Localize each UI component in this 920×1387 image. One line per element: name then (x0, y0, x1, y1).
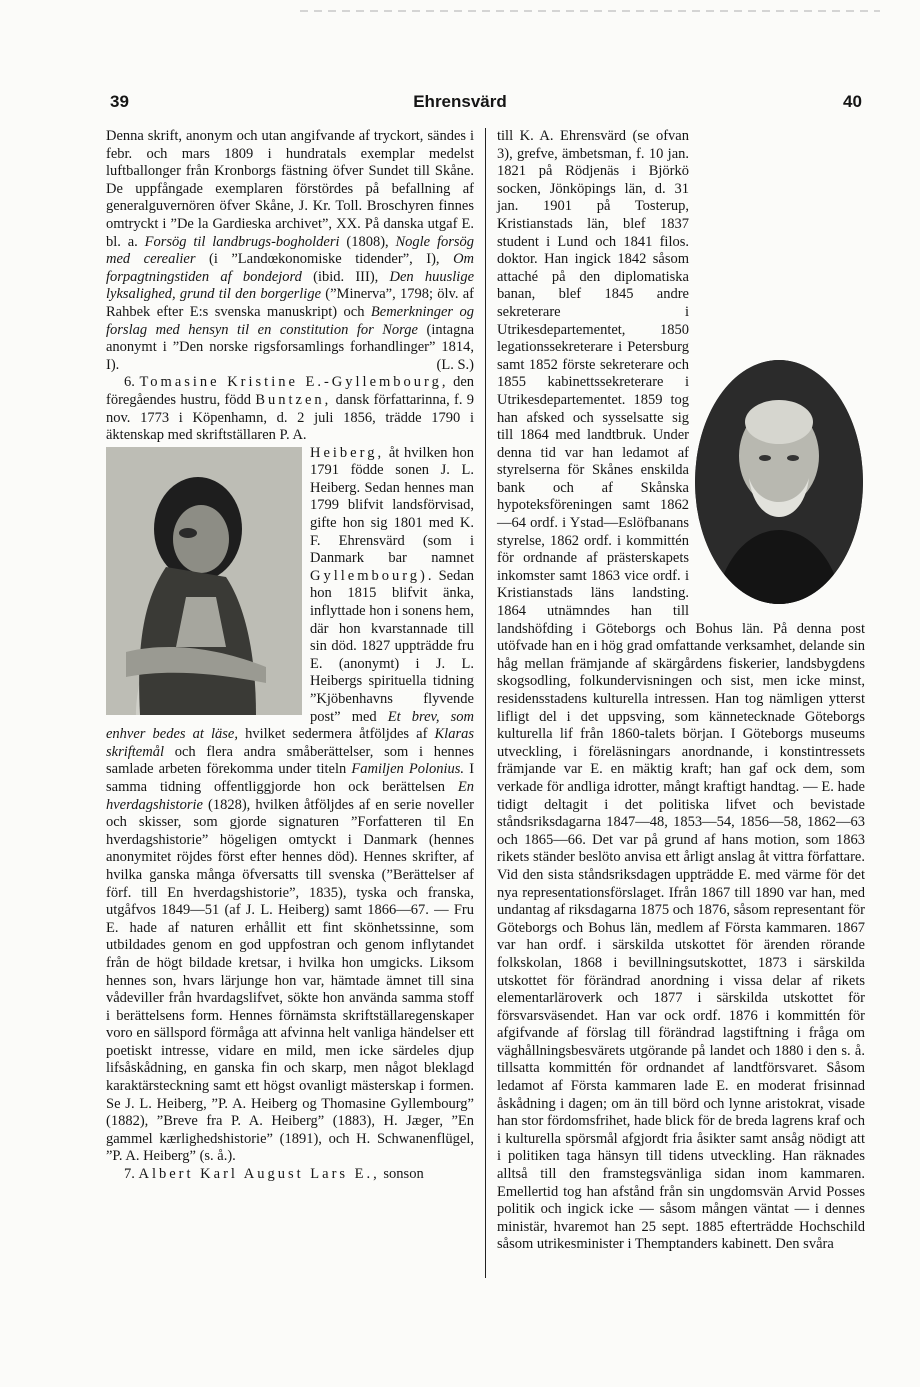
paragraph-continuation: Denna skrift, anonym och utan angifvande af tryckort, sändes i febr. och mars 1809 i hundratals exemplar medelst luftballonger från Kronborgs fästning öfver Sundet till Skåne. De uppfångade exemplaren förstördes på befallning af generalguvernören öfver Skåne, J. Kr. Toll. Broschyren finnes omtryckt i ”De la Gardieska archivet”, XX. På danska utgaf E. bl. a. Forsög til landbrugs-bogholderi (1808), Nogle forsög med cerealier (i ”Landœkonomiske tidender”, I), Om forpagtningstiden af bondejord (ibid. III), Den huuslige lyksalighed, grund til den borgerlige (”Minerva”, 1798; ölv. af Rahbek efter E:s svenska manuskript) och Bemerkninger og forslag med hensyn til en constitution for Norge (intagna anonymt i ”Den norske rigsforsamlings forhandlinger” 1814, I). (L. S.) (106, 128, 475, 373)
entry-6: 6. Tomasine Kristine E.-Gyllembourg, den föregåendes hustru, född Buntzen, dansk författarinna, f. 9 nov. 1773 i Köpenhamn, d. 2 juli 1856, trädde 1790 i äktenskap med skriftställaren P. A. (106, 374, 475, 444)
entry-7-name: Albert Karl August Lars E., (138, 1166, 380, 1183)
entry-7-continuation: till K. A. Ehrensvärd (se ofvan 3), grefve, ämbetsman, f. 10 jan. 1821 på Rödjenäs i Björkö socken, Jönköpings län, d. 31 jan. 1901 på Tosterup, Kristianstads län, blef 1837 student i Lund och 1841 filos. doktor. Han ingick 1842 såsom attaché på den diplomatiska banan, blef 1845 andre sekreterare i Utrikesdepartementet, 1850 legationssekreterare i Petersburg samt 1852 förste sekreterare och 1855 kabinettssekreterare i Utrikesdepartementet. 1859 tog han afsked och sysselsatte sig till 1864 med landtbruk. Under denna tid var han ledamot af styrelserna för Skånes enskilda bank och af Skånska hypoteksföreningen samt 1862—64 ordf. i Ystad—Eslöfbanans styrelse, 1862 ordf. i kommittén för ordnande af prästerskapets inkomster samt 1863 vice ordf. i Kristianstads läns landsting. 1864 utnämndes han till landshöfding i Göteborgs och Bohus län. På denna post utöfvade han en i hög grad omfattande verksamhet, delande sin håg mellan främjande af skärgårdens fiskerier, landsbygdens skogsodling, folkundervisningen och sist, men icke minst, residensstadens kulturella intressen. Han tog nämligen ytterst lifligt del i det uppsving, som kännetecknade Göteborgs kulturella lif från 1860-talets början. I Göteborgs museums utveckling, i föreläsningars anordnande, i konstintressets främjande var E. en mäktig kraft; han gaf ock dem, som verkade för andliga idrotter, mångt kraftigt handtag. — E. hade tidigt deltagit i det politiska lifvet och bevistade ståndsriksdagarna 1847—48, 1853—54, 1856—58, 1862—63 och 1865—66. Det var på grund af hans motion, som 1863 rikets ständer beslöto anvisa ett årligt anslag åt vittra författare. Vid den sista ståndsriksdagen uppträdde E. med värme för det nya representationsförslaget. Ifrån 1867 till 1890 var han, med undantag af riksdagarna 1875 och 1876, såsom representant för Göteborgs och Bohus län, medlem af Första kammaren. 1867 var han ordf. i särskilda utskottet för ärenden rörande folkskolan, 1868 i bevillningsutskottet, 1873 i särskilda utskottet för förändrad anordning i vissa delar af rikets elementarläroverk och 1877 i särskilda utskottet för försvarsväsendet. Han var ock ordf. 1876 i kommittén för afgifvande af förslag till förändrad lagstiftning i fråga om väghållningsbesvärets utgörande på landet och 1880 i den s. å. tillsatta kommittén för ordnandet af landtförsvaret. Såsom ledamot af Första kammaren lade E. en moderat frisinnad åskådning i dagen; om än till börd och lynne aristokrat, visade han stor fördomsfrihet, hade blick för de breda lagrens kraf och i kulturella spörsmål afgjordt fria åsikter samt ansåg nödigt att i politiken taga hänsyn till tidens utveckling. Han räknades alltså till den framstegsvänliga sidan inom kammaren. Emellertid tog han afstånd från sin ungdomsvän Arvid Posses politik och ingick icke — såsom mången väntat — i dennes ministär, hvaremot han 25 sept. 1885 efterträdde Hochschild såsom utrikesminister i Themptanders kabinett. Den svåra (497, 128, 865, 1253)
entry-7: 7. Albert Karl August Lars E., sonson (124, 1166, 424, 1183)
page-number-left: 39 (110, 92, 129, 111)
scan-artifact (300, 10, 880, 12)
portrait-image (106, 447, 302, 715)
portrait-oval-frame (695, 360, 863, 604)
portrait-thomasine-gyllembourg (106, 447, 302, 715)
page-header (0, 92, 920, 116)
right-column (497, 128, 865, 1254)
left-column (106, 128, 474, 1184)
entry-6-body: Heiberg, åt hvilken hon 1791 födde sonen J. L. Heiberg. Sedan hennes man 1799 blifvit landsförvisad, gifte hon sig 1801 med K. F. Ehrensvärd (som i Danmark bar namnet Gyllembourg). Sedan hon 1815 blifvit änka, inflyttade hon i sonens hem, där hon kvarstannade till sin död. 1827 uppträdde fru E. (anonymt) i J. L. Heibergs spirituella tidning ”Kjöbenhavns flyvende post” med Et brev, som enhver bedes at läse, hvilket sedermera åtföljdes af Klaras skriftemål och flera andra småberättelser, som i hennes samlade arbeten förekomma under titeln Familjen Polonius. I samma tidning offentliggjorde hon ock berättelsen En hverdagshistorie (1828), hvilken åtföljdes af en serie noveller och skisser, som gjorde signaturen ”Forfatteren til En hverdagshistorie” högeligen omtyckt i Danmark (hennes anonymitet röjdes först efter hennes död). Hennes skrifter, af hvilka ganska många öfversatts till svenska (”Berättelser af förf. till En hverdagshistorie”, 1835), tyska och franska, utgåfvos 1849—51 (af J. L. Heiberg) samt 1866—67. — Fru E. hade af naturen erhållit ett fint skönhetssinne, som utbildades genom en god uppfostran och genom inflytandet från de högt bildade kretsar, i hvilka hon umgicks. Liksom hennes son, hvars lärjunge hon var, hämtade ämnet till sina vådeviller från hvardagslifvet, sökte hon använda samma stoff i berättelsens form. Hennes förnämsta skriftställaregenskaper voro en sällspord förmåga att afvinna helt vanliga händelser ett poetiskt intresse, vidare en mild, men icke särdeles djup lifsåskådning, en ganska fin och skarp, men något bleklagd karaktärsteckning samt ett högst ovanligt mästerskap i formen. Se J. L. Heiberg, ”P. A. Heiberg og Thomasine Gyllembourg” (1882), ”Breve fra P. A. Heiberg” (1883), H. Jæger, ”En gammel kærlighedshistorie” (1891), och H. Schwanenflügel, ”P. A. Heiberg” (s. å.). (106, 444, 475, 1165)
signature: (L. S.) (436, 356, 474, 373)
entry-6-name: Tomasine Kristine E.-Gyllembourg, (139, 374, 449, 391)
running-title: Ehrensvärd (413, 92, 507, 111)
portrait-image (695, 360, 863, 604)
column-divider (485, 128, 486, 1278)
page-number-right: 40 (843, 92, 862, 111)
portrait-albert-ehrensvard (695, 360, 865, 606)
